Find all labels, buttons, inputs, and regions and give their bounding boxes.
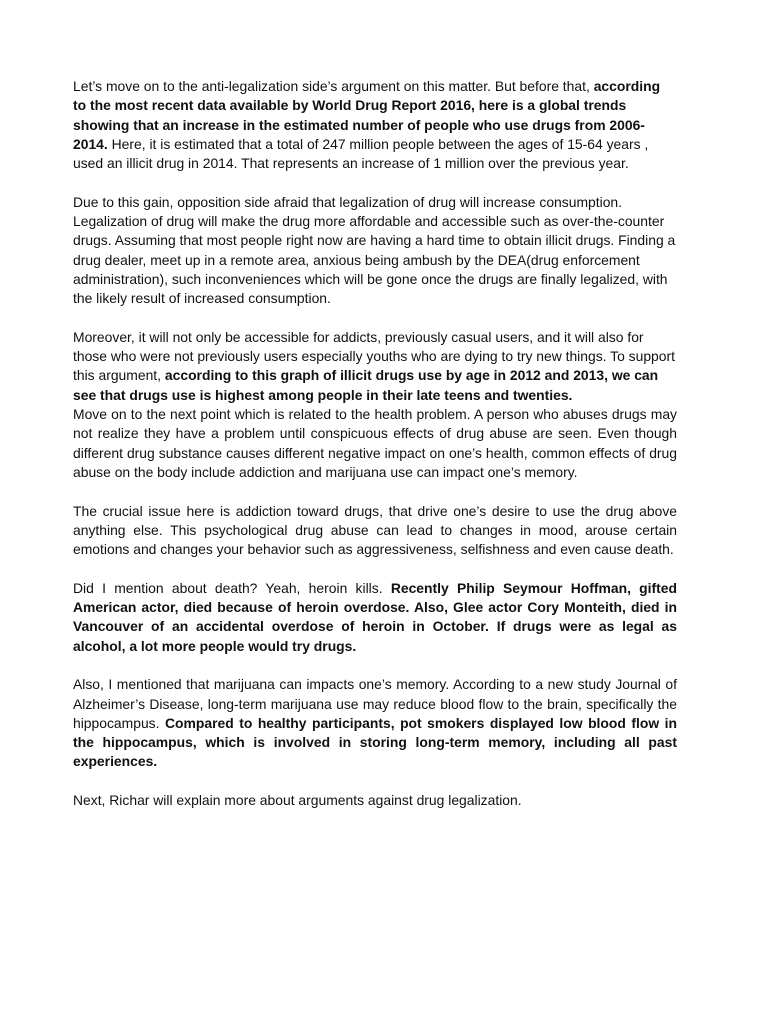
- bold-highlight: Compared to healthy participants, pot smokers displayed low blood flow in the hippocampus, which is involved in storing long-term memory, including all past experiences.: [73, 714, 678, 770]
- paragraph-text: Moreover, it will not only be accessible for addicts, previously casual users, and it will also for those who were not previously users especially youths who are dying to try new things. To support this argument,: [73, 328, 675, 384]
- document-page: [73, 77, 677, 830]
- paragraph-heroin-death: [73, 579, 677, 656]
- bold-highlight: Recently Philip Seymour Hoffman, gifted American actor, died because of heroin overdose. Also, Glee actor Cory Monteith, died in Vancouver of an accidental overdose of heroin in October. If drugs were as legal as alcohol, a lot more people would try drugs.: [73, 579, 677, 654]
- paragraph-youth-access: [73, 328, 677, 405]
- paragraph-text: Also, I mentioned that marijuana can impacts one’s memory. According to a new study Journal of Alzheimer’s Disease, long-term marijuana use may reduce blood flow to the brain, specifically the hippocampus.: [73, 676, 677, 731]
- paragraph-next-speaker: Next, Richar will explain more about arguments against drug legalization.: [73, 791, 522, 808]
- paragraph-addiction: The crucial issue here is addiction toward drugs, that drive one’s desire to use the drug above anything else. This psychological drug abuse can lead to changes in mood, arouse certain emotions and changes your behavior such as aggressiveness, selfishness and even cause death.: [73, 502, 677, 558]
- paragraph-text: Let’s move on to the anti-legalization side’s argument on this matter. But before that,: [73, 78, 594, 94]
- paragraph-world-drug-report: [73, 77, 677, 173]
- paragraph-text: Did I mention about death? Yeah, heroin kills.: [73, 579, 391, 596]
- paragraph-increased-consumption: Due to this gain, opposition side afraid that legalization of drug will increase consumption. Legalization of drug will make the drug more affordable and accessible such as over-the-counter drugs. Assuming that most people right now are having a hard time to obtain illicit drugs. Finding a drug dealer, meet up in a remote area, anxious being ambush by the DEA(drug enforcement administration), such inconveniences which will be gone once the drugs are finally legalized, with the likely result of increased consumption.: [73, 193, 676, 307]
- bold-highlight: according to the most recent data available by World Drug Report 2016, here is a global trends showing that an increase in the estimated number of people who use drugs from 2006-2014.: [73, 78, 661, 152]
- paragraph-health-problem: Move on to the next point which is related to the health problem. A person who abuses drugs may not realize they have a problem until conspicuous effects of drug abuse are seen. Even though different drug substance causes different negative impact on one’s health, common effects of drug abuse on the body include addiction and marijuana use can impact one’s memory.: [73, 406, 677, 480]
- paragraph-text: Here, it is estimated that a total of 247 million people between the ages of 15-64 years , used an illicit drug in 2014. That represents an increase of 1 million over the previous year.: [73, 135, 649, 172]
- paragraph-marijuana-memory: [73, 675, 677, 771]
- bold-highlight: according to this graph of illicit drugs use by age in 2012 and 2013, we can see that drugs use is highest among people in their late teens and twenties.: [73, 367, 659, 403]
